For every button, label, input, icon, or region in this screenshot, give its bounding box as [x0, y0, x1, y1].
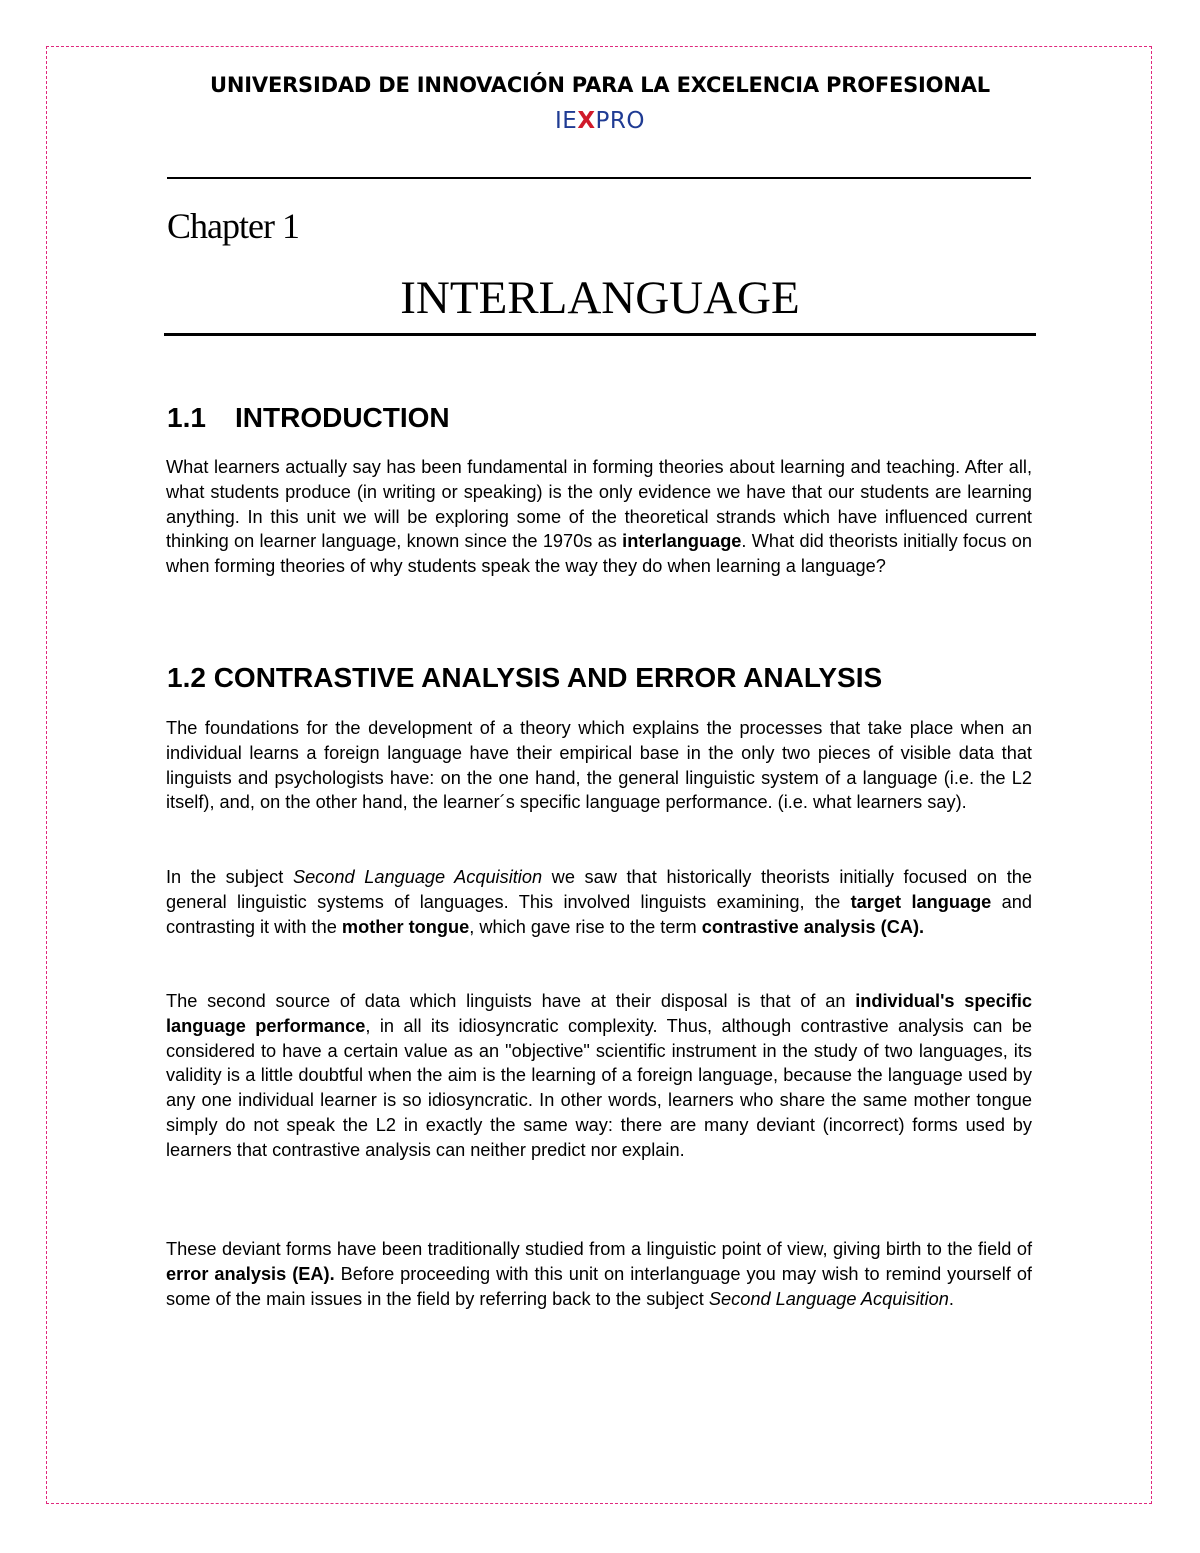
section-1-1-heading — [167, 402, 450, 434]
foundations-paragraph: The foundations for the development of a theory which explains the processes that take place when an individual learns a foreign language have their empirical base in the only two pieces of visible data that linguists and psychologists have: on the one hand, the general linguistic system of a language (i.e. the L2 itself), and, on the other hand, the learner´s specific language performance. (i.e. what learners say). — [166, 718, 1032, 813]
italic-subject-title: Second Language Acquisition — [292, 867, 543, 887]
text-run: , in all its idiosyncratic complexity. Thus, although contrastive analysis can be considered to have a certain value as an "objective" scientific instrument in the study of two languages, its validity is a little doubtful when the aim is the learning of a foreign language, because the language used by any one individual learner is so idiosyncratic. In other words, learners who share the same mother tongue simply do not speak the L2 in exactly the same way: there are many deviant (incorrect) forms used by learners that contrastive analysis can neither predict nor explain. — [166, 1015, 1032, 1160]
text-run: These deviant forms have been traditionally studied from a linguistic point of view, giving birth to the field of — [166, 1239, 1032, 1259]
logo-part-ie: IE — [554, 108, 578, 134]
italic-subject-title: Second Language Acquisition — [708, 1288, 949, 1309]
university-name: UNIVERSIDAD DE INNOVACIÓN PARA LA EXCELENCIA PROFESIONAL — [210, 73, 990, 97]
text-run: In the subject — [166, 867, 293, 887]
logo-part-pro: PRO — [595, 108, 646, 134]
section-title: INTRODUCTION — [235, 402, 450, 433]
text-run: . What did theorists initially focus on when forming theories of why students speak the way they do when learning a language? — [166, 531, 1032, 577]
section-number: 1.1 — [167, 402, 206, 433]
logo-part-x: X — [577, 108, 596, 134]
header-divider — [167, 177, 1031, 179]
text-run: we saw that historically theorists initially focused on the general linguistic systems of languages. This involved linguists examining, the — [166, 867, 1032, 912]
text-run: What learners actually say has been fundamental in forming theories about learning and teaching. After all, what students produce (in writing or speaking) is the only evidence we have that our students are learning anything. In this unit we will be exploring some of the theoretical strands which have influenced current thinking on learner language, known since the 1970s as — [166, 457, 1032, 552]
chapter-title: INTERLANGUAGE — [400, 272, 800, 324]
bold-term-performance: individual's specific language performance — [166, 991, 1033, 1036]
ca-paragraph — [166, 865, 1032, 939]
bold-term-error-analysis: error analysis (EA). — [166, 1263, 335, 1284]
bold-term-target-language: target language — [850, 891, 992, 912]
text-run: and contrasting it with the — [166, 891, 1032, 937]
chapter-label: Chapter 1 — [167, 206, 299, 246]
text-run: Before proceeding with this unit on interlanguage you may wish to remind yourself of some of the main issues in the field by referring back to the subject — [166, 1263, 1032, 1309]
text-run: . — [948, 1288, 954, 1309]
performance-paragraph — [166, 989, 1032, 1163]
intro-paragraph — [166, 455, 1032, 579]
ea-paragraph — [166, 1237, 1032, 1311]
iexpro-logo — [0, 108, 1200, 134]
bold-term-contrastive-analysis: contrastive analysis (CA). — [701, 916, 925, 937]
bold-term-mother-tongue: mother tongue — [341, 916, 470, 937]
text-run: The second source of data which linguists have at their disposal is that of an — [166, 991, 856, 1011]
section-1-2-heading: 1.2 CONTRASTIVE ANALYSIS AND ERROR ANALYSIS — [167, 662, 883, 693]
bold-term-interlanguage: interlanguage — [622, 531, 742, 552]
title-divider — [164, 333, 1036, 336]
text-run: , which gave rise to the term — [469, 916, 702, 937]
